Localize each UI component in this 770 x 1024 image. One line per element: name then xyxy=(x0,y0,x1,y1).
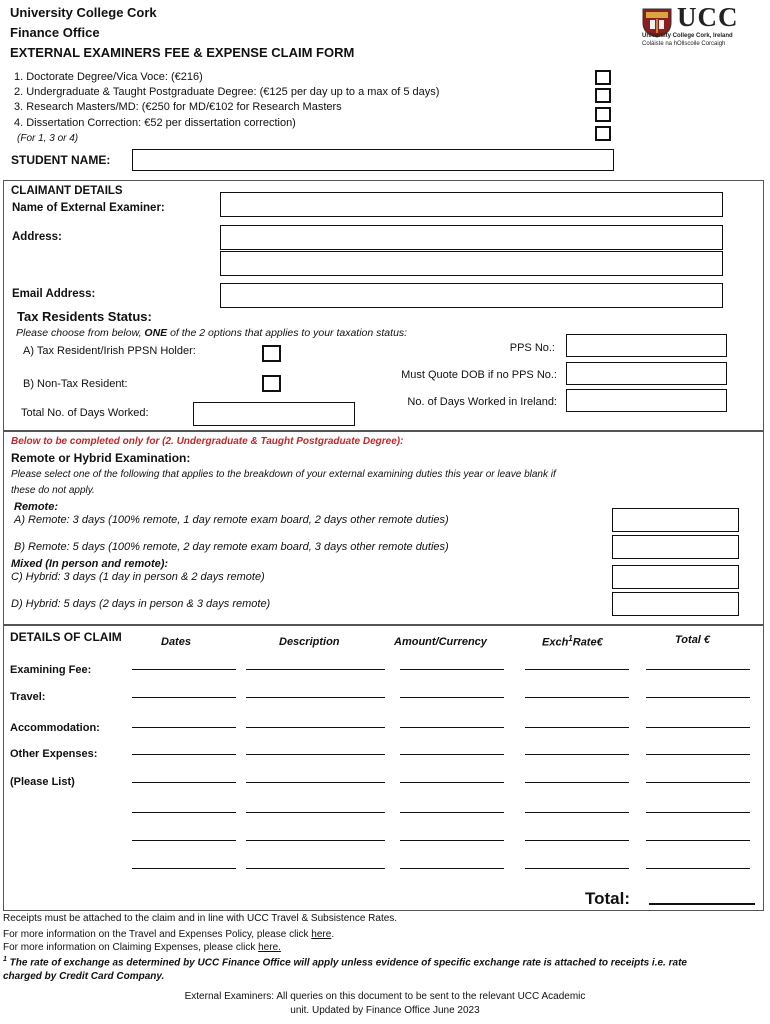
address-line-1-input[interactable] xyxy=(220,225,723,250)
hybrid-option-d-label: D) Hybrid: 5 days (2 days in person & 3 days remote) xyxy=(11,598,271,610)
mixed-subheading: Mixed (In person and remote): xyxy=(11,558,169,570)
days-ireland-input[interactable] xyxy=(566,389,727,412)
hybrid-option-c-label: C) Hybrid: 3 days (1 day in person & 2 days remote) xyxy=(11,571,265,583)
tax-option-a-label: A) Tax Resident/Irish PPSN Holder: xyxy=(23,345,196,357)
option-3-checkbox[interactable] xyxy=(595,107,611,122)
claim-row-8-total-input[interactable] xyxy=(646,868,750,869)
claimant-section-title: CLAIMANT DETAILS xyxy=(11,185,123,197)
claim-row-5-total-input[interactable] xyxy=(646,782,750,783)
claim-row-1-description-input[interactable] xyxy=(246,669,385,670)
claim-row-7-dates-input[interactable] xyxy=(132,840,236,841)
pps-input[interactable] xyxy=(566,334,727,357)
org-name: University College Cork xyxy=(10,5,157,20)
hybrid-option-c-input[interactable] xyxy=(612,565,739,589)
row-label-other-expenses: Other Expenses: xyxy=(10,748,98,760)
col-description-header: Description xyxy=(279,636,340,648)
option-4-text: 4. Dissertation Correction: €52 per dissertation correction) xyxy=(14,117,296,129)
col-exch-rate-header: Exch$^1$Rate€ xyxy=(542,634,603,649)
claim-row-7-amount-input[interactable] xyxy=(400,840,504,841)
total-days-input[interactable] xyxy=(193,402,355,426)
claim-row-6-amount-input[interactable] xyxy=(400,812,504,813)
pps-label: PPS No.: xyxy=(509,342,555,354)
claim-row-2-amount-input[interactable] xyxy=(400,697,504,698)
claim-row-5-exch-rate-input[interactable] xyxy=(525,782,629,783)
row-label-accommodation: Accommodation: xyxy=(10,722,100,734)
claim-row-3-description-input[interactable] xyxy=(246,727,385,728)
claim-row-6-dates-input[interactable] xyxy=(132,812,236,813)
remote-instructions-line2: these do not apply. xyxy=(11,485,95,496)
option-3-text: 3. Research Masters/MD: (€250 for MD/€102 for Research Masters xyxy=(14,101,342,113)
remote-option-a-label: A) Remote: 3 days (100% remote, 1 day remote exam board, 2 days other remote duties) xyxy=(14,514,449,526)
logo-wordmark: UCC xyxy=(677,2,739,32)
claim-row-2-total-input[interactable] xyxy=(646,697,750,698)
office-name: Finance Office xyxy=(10,25,100,40)
options-note: (For 1, 3 or 4) xyxy=(17,133,79,144)
claim-row-4-amount-input[interactable] xyxy=(400,754,504,755)
total-label: Total: xyxy=(585,889,631,908)
claim-row-3-exch-rate-input[interactable] xyxy=(525,727,629,728)
claim-row-1-amount-input[interactable] xyxy=(400,669,504,670)
claim-row-6-total-input[interactable] xyxy=(646,812,750,813)
exchange-rate-footnote-line1: $^1$ The rate of exchange as determined by UCC Finance Office will apply unless evidence of specific exchange rate is attached to receipts i.e. rate xyxy=(3,956,687,969)
hybrid-option-d-input[interactable] xyxy=(612,592,739,616)
receipts-note: Receipts must be attached to the claim and in line with UCC Travel & Subsistence Rates. xyxy=(3,913,398,924)
claim-row-5-description-input[interactable] xyxy=(246,782,385,783)
claim-section-title: DETAILS OF CLAIM xyxy=(10,630,122,644)
claim-row-6-exch-rate-input[interactable] xyxy=(525,812,629,813)
tax-heading: Tax Residents Status: xyxy=(17,309,152,324)
claim-row-4-total-input[interactable] xyxy=(646,754,750,755)
total-value-line[interactable] xyxy=(649,903,755,905)
examiner-name-input[interactable] xyxy=(220,192,723,217)
days-ireland-label: No. of Days Worked in Ireland: xyxy=(407,396,557,408)
claim-row-4-dates-input[interactable] xyxy=(132,754,236,755)
tax-option-b-label: B) Non-Tax Resident: xyxy=(23,378,128,390)
option-1-text: 1. Doctorate Degree/Vica Voce: (€216) xyxy=(14,71,203,83)
col-amount-header: Amount/Currency xyxy=(394,636,487,648)
claim-row-6-description-input[interactable] xyxy=(246,812,385,813)
tax-resident-checkbox[interactable] xyxy=(262,345,281,362)
remote-subheading: Remote: xyxy=(14,501,59,513)
claim-row-1-exch-rate-input[interactable] xyxy=(525,669,629,670)
remote-heading: Remote or Hybrid Examination: xyxy=(11,451,191,465)
remote-instructions-line1: Please select one of the following that applies to the breakdown of your external examining duties this year or leave blank if xyxy=(11,469,556,480)
claim-row-8-amount-input[interactable] xyxy=(400,868,504,869)
claim-row-8-exch-rate-input[interactable] xyxy=(525,868,629,869)
claim-row-5-amount-input[interactable] xyxy=(400,782,504,783)
claim-row-2-exch-rate-input[interactable] xyxy=(525,697,629,698)
logo-irish-name: Coláiste na hOllscoile Corcaigh xyxy=(642,41,726,47)
col-total-header: Total € xyxy=(675,634,711,646)
claim-row-1-dates-input[interactable] xyxy=(132,669,236,670)
dob-label: Must Quote DOB if no PPS No.: xyxy=(401,369,557,381)
row-label-please-list: (Please List) xyxy=(10,776,75,788)
email-input[interactable] xyxy=(220,283,723,308)
dob-input[interactable] xyxy=(566,362,727,385)
examiner-name-label: Name of External Examiner: xyxy=(12,202,165,214)
address-label: Address: xyxy=(12,231,62,243)
total-days-label: Total No. of Days Worked: xyxy=(21,407,149,419)
option-2-text: 2. Undergraduate & Taught Postgraduate Degree: (€125 per day up to a max of 5 days) xyxy=(14,86,440,98)
claim-row-1-total-input[interactable] xyxy=(646,669,750,670)
claim-row-7-description-input[interactable] xyxy=(246,840,385,841)
remote-red-note: Below to be completed only for (2. Undergraduate & Taught Postgraduate Degree): xyxy=(11,436,404,447)
student-name-input[interactable] xyxy=(132,149,614,171)
claim-row-4-exch-rate-input[interactable] xyxy=(525,754,629,755)
address-line-2-input[interactable] xyxy=(220,251,723,276)
tax-instructions: Please choose from below, ONE of the 2 options that applies to your taxation status: xyxy=(16,327,408,339)
travel-policy-note: For more information on the Travel and Expenses Policy, please click here. xyxy=(3,929,335,940)
claim-row-3-amount-input[interactable] xyxy=(400,727,504,728)
queries-note-line2: unit. Updated by Finance Office June 2023 xyxy=(290,1005,480,1016)
col-dates-header: Dates xyxy=(161,636,191,648)
exchange-rate-footnote-line2: charged by Credit Card Company. xyxy=(3,971,165,982)
claim-row-8-dates-input[interactable] xyxy=(132,868,236,869)
remote-option-b-input[interactable] xyxy=(612,535,739,559)
row-label-travel: Travel: xyxy=(10,691,46,703)
claim-row-3-total-input[interactable] xyxy=(646,727,750,728)
claim-row-4-description-input[interactable] xyxy=(246,754,385,755)
claim-row-7-total-input[interactable] xyxy=(646,840,750,841)
option-4-checkbox[interactable] xyxy=(595,126,611,141)
queries-note-line1: External Examiners: All queries on this document to be sent to the relevant UCC Academic xyxy=(184,991,586,1002)
student-name-label: STUDENT NAME: xyxy=(11,153,111,167)
claim-row-3-dates-input[interactable] xyxy=(132,727,236,728)
non-tax-resident-checkbox[interactable] xyxy=(262,375,281,392)
claim-row-7-exch-rate-input[interactable] xyxy=(525,840,629,841)
remote-option-a-input[interactable] xyxy=(612,508,739,532)
claim-row-2-description-input[interactable] xyxy=(246,697,385,698)
claiming-expenses-link[interactable]: here. xyxy=(258,942,281,953)
logo-subtitle: University College Cork, Ireland xyxy=(642,33,733,39)
email-label: Email Address: xyxy=(12,288,96,300)
ucc-logo xyxy=(641,2,766,48)
row-label-examining-fee: Examining Fee: xyxy=(10,664,92,676)
claiming-expenses-note: For more information on Claiming Expenses, please click here. xyxy=(3,942,281,953)
claim-row-5-dates-input[interactable] xyxy=(132,782,236,783)
remote-option-b-label: B) Remote: 5 days (100% remote, 2 day remote exam board, 3 days other remote duties) xyxy=(14,541,449,553)
form-title: EXTERNAL EXAMINERS FEE & EXPENSE CLAIM FORM xyxy=(10,45,355,60)
option-2-checkbox[interactable] xyxy=(595,88,611,103)
claim-row-2-dates-input[interactable] xyxy=(132,697,236,698)
option-1-checkbox[interactable] xyxy=(595,70,611,85)
travel-policy-link[interactable]: here xyxy=(311,929,332,940)
claim-row-8-description-input[interactable] xyxy=(246,868,385,869)
